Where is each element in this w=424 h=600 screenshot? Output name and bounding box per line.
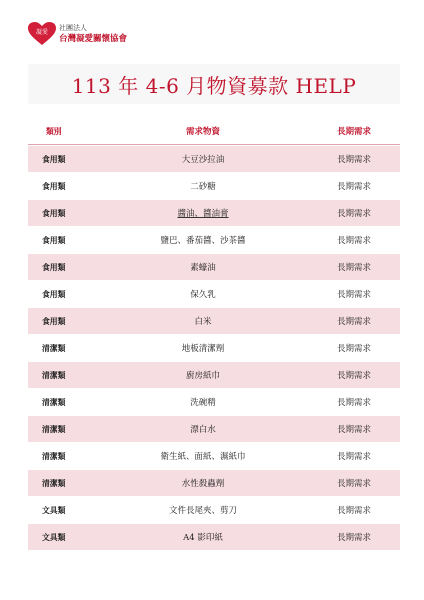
- table-row: [28, 199, 400, 226]
- table-row: [28, 145, 400, 172]
- row-item: 漂白水: [190, 425, 216, 435]
- row-status: 長期需求: [336, 398, 371, 408]
- row-item: 白米: [194, 317, 212, 327]
- row-item: 素蠔油: [190, 263, 216, 273]
- row-item: 廚房紙巾: [185, 371, 220, 381]
- row-status: 長期需求: [336, 344, 371, 354]
- row-item: 水性殺蟲劑: [181, 479, 225, 489]
- header-item: 需求物資: [185, 127, 220, 137]
- row-category: 清潔類: [42, 370, 66, 380]
- row-status: 長期需求: [336, 452, 371, 462]
- table-row: [28, 226, 400, 253]
- org-name: [59, 23, 127, 45]
- row-category: 食用類: [42, 316, 66, 326]
- row-status: 長期需求: [336, 209, 371, 219]
- row-status: 長期需求: [336, 155, 371, 165]
- row-item: 洗碗精: [190, 398, 216, 408]
- row-category: 食用類: [42, 154, 66, 164]
- donation-table: [28, 117, 400, 550]
- table-row: [28, 253, 400, 280]
- row-status: 長期需求: [336, 236, 371, 246]
- header-status: 長期需求: [336, 127, 371, 137]
- row-category: 清潔類: [42, 478, 66, 488]
- row-item: 文件長尾夾、剪刀: [168, 506, 237, 516]
- row-item: 地板清潔劑: [181, 344, 225, 354]
- row-item: 大豆沙拉油: [181, 155, 225, 165]
- table-row: [28, 496, 400, 523]
- logo-text: 凝愛: [35, 29, 49, 36]
- table-row: [28, 469, 400, 496]
- row-status: 長期需求: [336, 425, 371, 435]
- table-row: [28, 280, 400, 307]
- table-row: [28, 442, 400, 469]
- table-row: [28, 415, 400, 442]
- row-status: 長期需求: [336, 533, 371, 543]
- row-status: 長期需求: [336, 371, 371, 381]
- row-category: 文具類: [42, 532, 66, 542]
- row-category: 食用類: [42, 262, 66, 272]
- row-category: 清潔類: [42, 397, 66, 407]
- table-row: [28, 172, 400, 199]
- row-status: 長期需求: [336, 182, 371, 192]
- table-row: [28, 307, 400, 334]
- title-banner: [28, 64, 400, 104]
- row-category: 食用類: [42, 289, 66, 299]
- row-status: 長期需求: [336, 479, 371, 489]
- heart-logo-icon: [28, 22, 56, 46]
- row-item: 鹽巴、番茄醬、沙茶醬: [160, 236, 246, 246]
- row-category: 清潔類: [42, 451, 66, 461]
- row-item: 醬油、醬油膏: [177, 209, 229, 219]
- row-category: 食用類: [42, 181, 66, 191]
- table-row: [28, 523, 400, 550]
- row-category: 食用類: [42, 235, 66, 245]
- row-category: 清潔類: [42, 424, 66, 434]
- org-title: 台灣凝愛關懷協會: [59, 34, 128, 44]
- table-header-row: [28, 117, 400, 145]
- header-category: 類別: [46, 126, 62, 136]
- row-item: 保久乳: [190, 290, 216, 300]
- table-body: [28, 145, 400, 550]
- table-row: [28, 334, 400, 361]
- org-header: [28, 22, 127, 46]
- row-category: 清潔類: [42, 343, 66, 353]
- page-title: 113 年 4-6 月物資募款 HELP: [71, 73, 357, 98]
- row-category: 文具類: [42, 505, 66, 515]
- table-row: [28, 388, 400, 415]
- row-item: A4 影印紙: [183, 533, 223, 543]
- row-status: 長期需求: [336, 506, 371, 516]
- row-status: 長期需求: [336, 263, 371, 273]
- row-status: 長期需求: [336, 290, 371, 300]
- row-item: 衛生紙、面紙、濕紙巾: [160, 452, 246, 462]
- table-row: [28, 361, 400, 388]
- row-status: 長期需求: [336, 317, 371, 327]
- row-item: 二砂糖: [190, 182, 216, 192]
- org-type: 社團法人: [59, 24, 87, 32]
- row-category: 食用類: [42, 208, 66, 218]
